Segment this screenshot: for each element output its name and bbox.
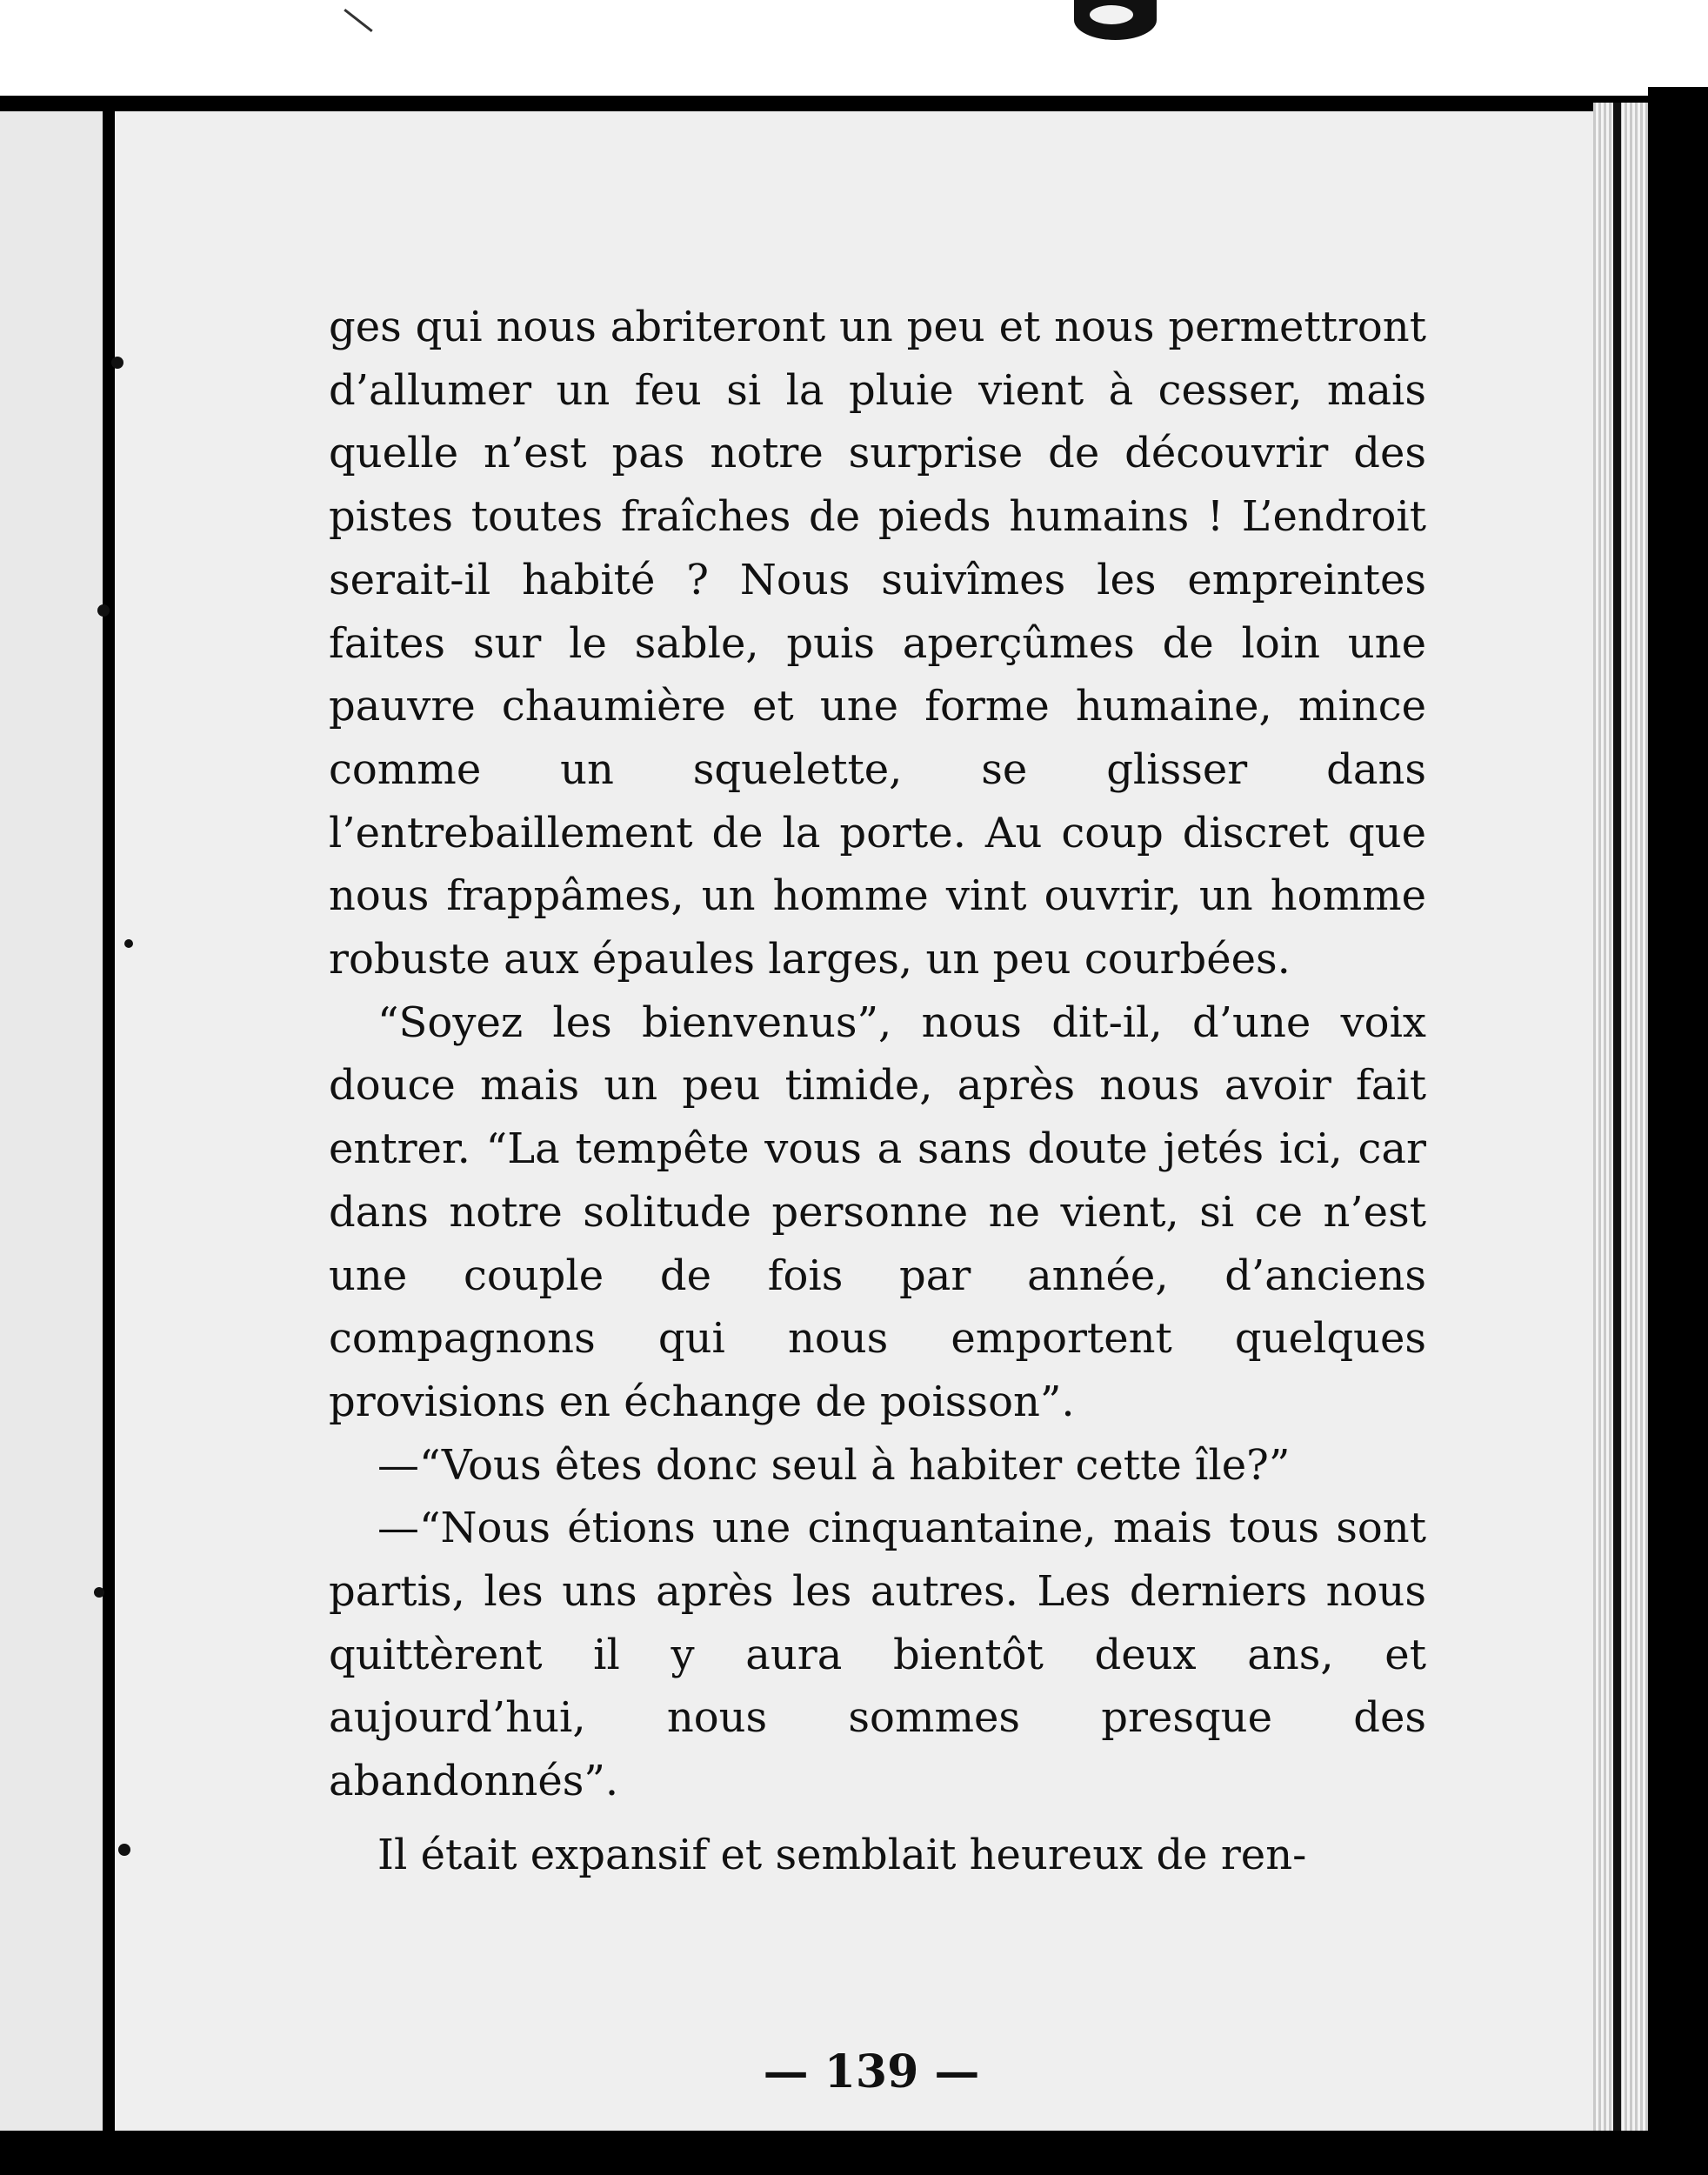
ink-smudge [1074,0,1157,40]
scan-scratch [344,9,372,32]
paragraph: —“Nous étions une cinquantaine, mais tous sont partis, les uns après les autres. Les derniers nous quittèrent il y aura bientôt deux ans, et aujourd’hui, nous sommes presque des abandonnés”. [329,1504,1426,1806]
margin-mark [118,1844,130,1856]
paragraph: “Soyez les bienvenus”, nous dit-il, d’une voix douce mais un peu timide, après nous avoir fait entrer. “La tempête vous a sans doute jetés ici, car dans notre solitude personne ne vient, si ce n’est une couple de fois par année, d’anciens compagnons qui nous emportent quelques provisions en échange de poisson”. [329,997,1426,1426]
margin-mark [111,357,123,369]
scan-border-right [1648,87,1708,2175]
facing-page-edge [0,111,103,2131]
margin-mark [94,1587,104,1598]
paragraph: ges qui nous abriteront un peu et nous permettront d’allumer un feu si la pluie vient à cesser, mais quelle n’est pas notre surprise de découvrir des pistes toutes fraîches de pieds humains ! L’endroit serait-il habité ? Nous suivîmes les empreintes faites sur le sable, puis aperçûmes de loin une pauvre chaumière et une forme humaine, mince comme un squelette, se glisser dans l’entrebaillement de la porte. Au coup discret que nous frappâmes, un homme vint ouvrir, un homme robuste aux épaules larges, un peu courbées. [329,303,1426,984]
page-edge-shadow [1613,103,1621,2131]
margin-mark [124,939,133,948]
scan-border-top [0,96,1708,111]
body-text [329,296,1426,1887]
page-number: — 139 — [763,2045,980,2098]
book-spine [103,96,115,2131]
scan-border-bottom [0,2131,1708,2175]
paragraph: —“Vous êtes donc seul à habiter cette île?” [377,1440,1291,1490]
paragraph: Il était expansif et semblait heureux de ren- [377,1830,1307,1879]
margin-mark [97,604,110,617]
